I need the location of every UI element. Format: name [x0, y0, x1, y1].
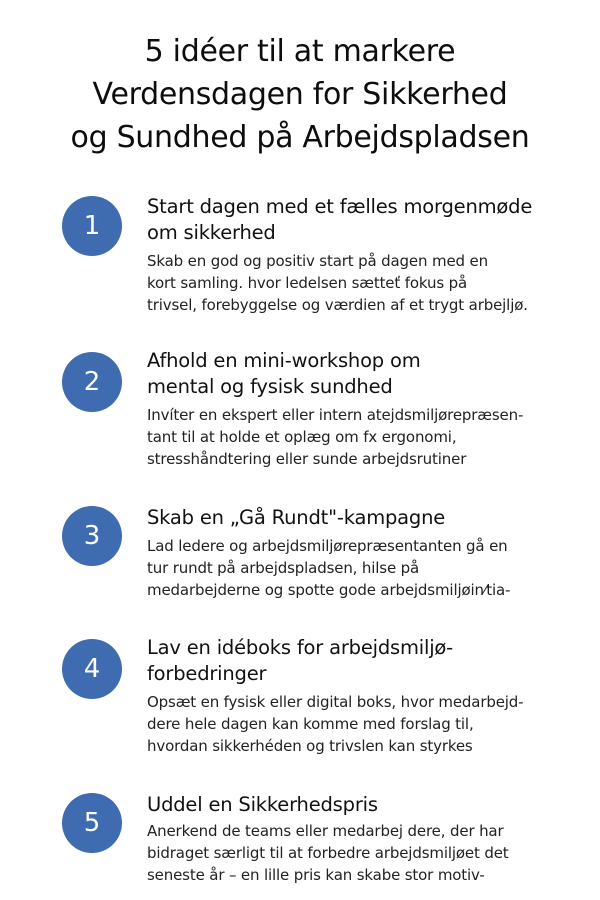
idea-description-line: Opsæt en fysisk eller digital boks, hvor medarbejd-	[147, 693, 524, 711]
idea-heading-line: Lav en idéboks for arbejdsmiljø-	[147, 636, 453, 659]
idea-description-line: Invíter en ekspert eller intern atejdsmiljørepræsen-	[147, 406, 524, 424]
title-line-1: 5 idéer til at markere	[144, 34, 456, 69]
idea-heading	[147, 792, 567, 818]
number-badge: 5	[62, 793, 122, 853]
idea-heading	[147, 635, 567, 687]
idea-description-line: trivsel, forebyggelse og værdien af et trygt arbejljø.	[147, 296, 528, 314]
idea-heading	[147, 194, 567, 246]
number-badge: 2	[62, 352, 122, 412]
number-badge: 4	[62, 639, 122, 699]
title-line-3: og Sundhed på Arbejdspladsen	[70, 120, 530, 155]
idea-heading-line: forbedringer	[147, 662, 267, 685]
number-badge: 1	[62, 196, 122, 256]
idea-description-line: kort samling. hvor ledelsen sætteť fokus på	[147, 274, 468, 292]
idea-heading	[147, 505, 567, 531]
idea-description	[147, 250, 567, 316]
idea-description-line: bidraget særligt til at forbedre arbejdsmiljøet det	[147, 844, 509, 862]
idea-description	[147, 535, 567, 601]
idea-description-line: Anerkend de teams eller medarbej dere, der har	[147, 822, 504, 840]
idea-heading-line: Skab en „Gå Rundt"-kampagne	[147, 506, 446, 529]
title-line-2: Verdensdagen for Sikkerhed	[92, 77, 508, 112]
idea-description-line: Skab en god og positiv start på dagen med en	[147, 252, 488, 270]
idea-description-line: dere hele dagen kan komme med forslag til,	[147, 715, 474, 733]
idea-description-line: tant til at holde et oplæg om fx ergonomi,	[147, 428, 457, 446]
idea-description-line: Lad ledere og arbejdsmiljørepræsentanten gå en	[147, 537, 508, 555]
idea-description	[147, 404, 567, 470]
idea-heading-line: Uddel en Sikkerhedspris	[147, 793, 378, 816]
idea-heading-line: Afhold en mini-workshop om	[147, 349, 421, 372]
page-title	[0, 30, 600, 159]
idea-description-line: medarbejderne og spotte gode arbejdsmiljøin⁄tia-	[147, 581, 511, 599]
idea-description-line: hvordan sikkerhéden og trivslen kan styrkes	[147, 737, 473, 755]
idea-description-line: tur rundt på arbejdspladsen, hilse på	[147, 559, 420, 577]
idea-heading-line: mental og fysisk sundhed	[147, 375, 393, 398]
idea-description-line: seneste år – en lille pris kan skabe stor motiv-	[147, 866, 485, 884]
idea-heading-line: om sikkerhed	[147, 221, 276, 244]
idea-description	[147, 691, 567, 757]
number-badge: 3	[62, 506, 122, 566]
idea-heading	[147, 348, 567, 400]
idea-description	[147, 820, 567, 886]
idea-description-line: stresshåndtering eller sunde arbejdsrutiner	[147, 450, 467, 468]
idea-heading-line: Start dagen med et fælles morgenmøde	[147, 195, 533, 218]
